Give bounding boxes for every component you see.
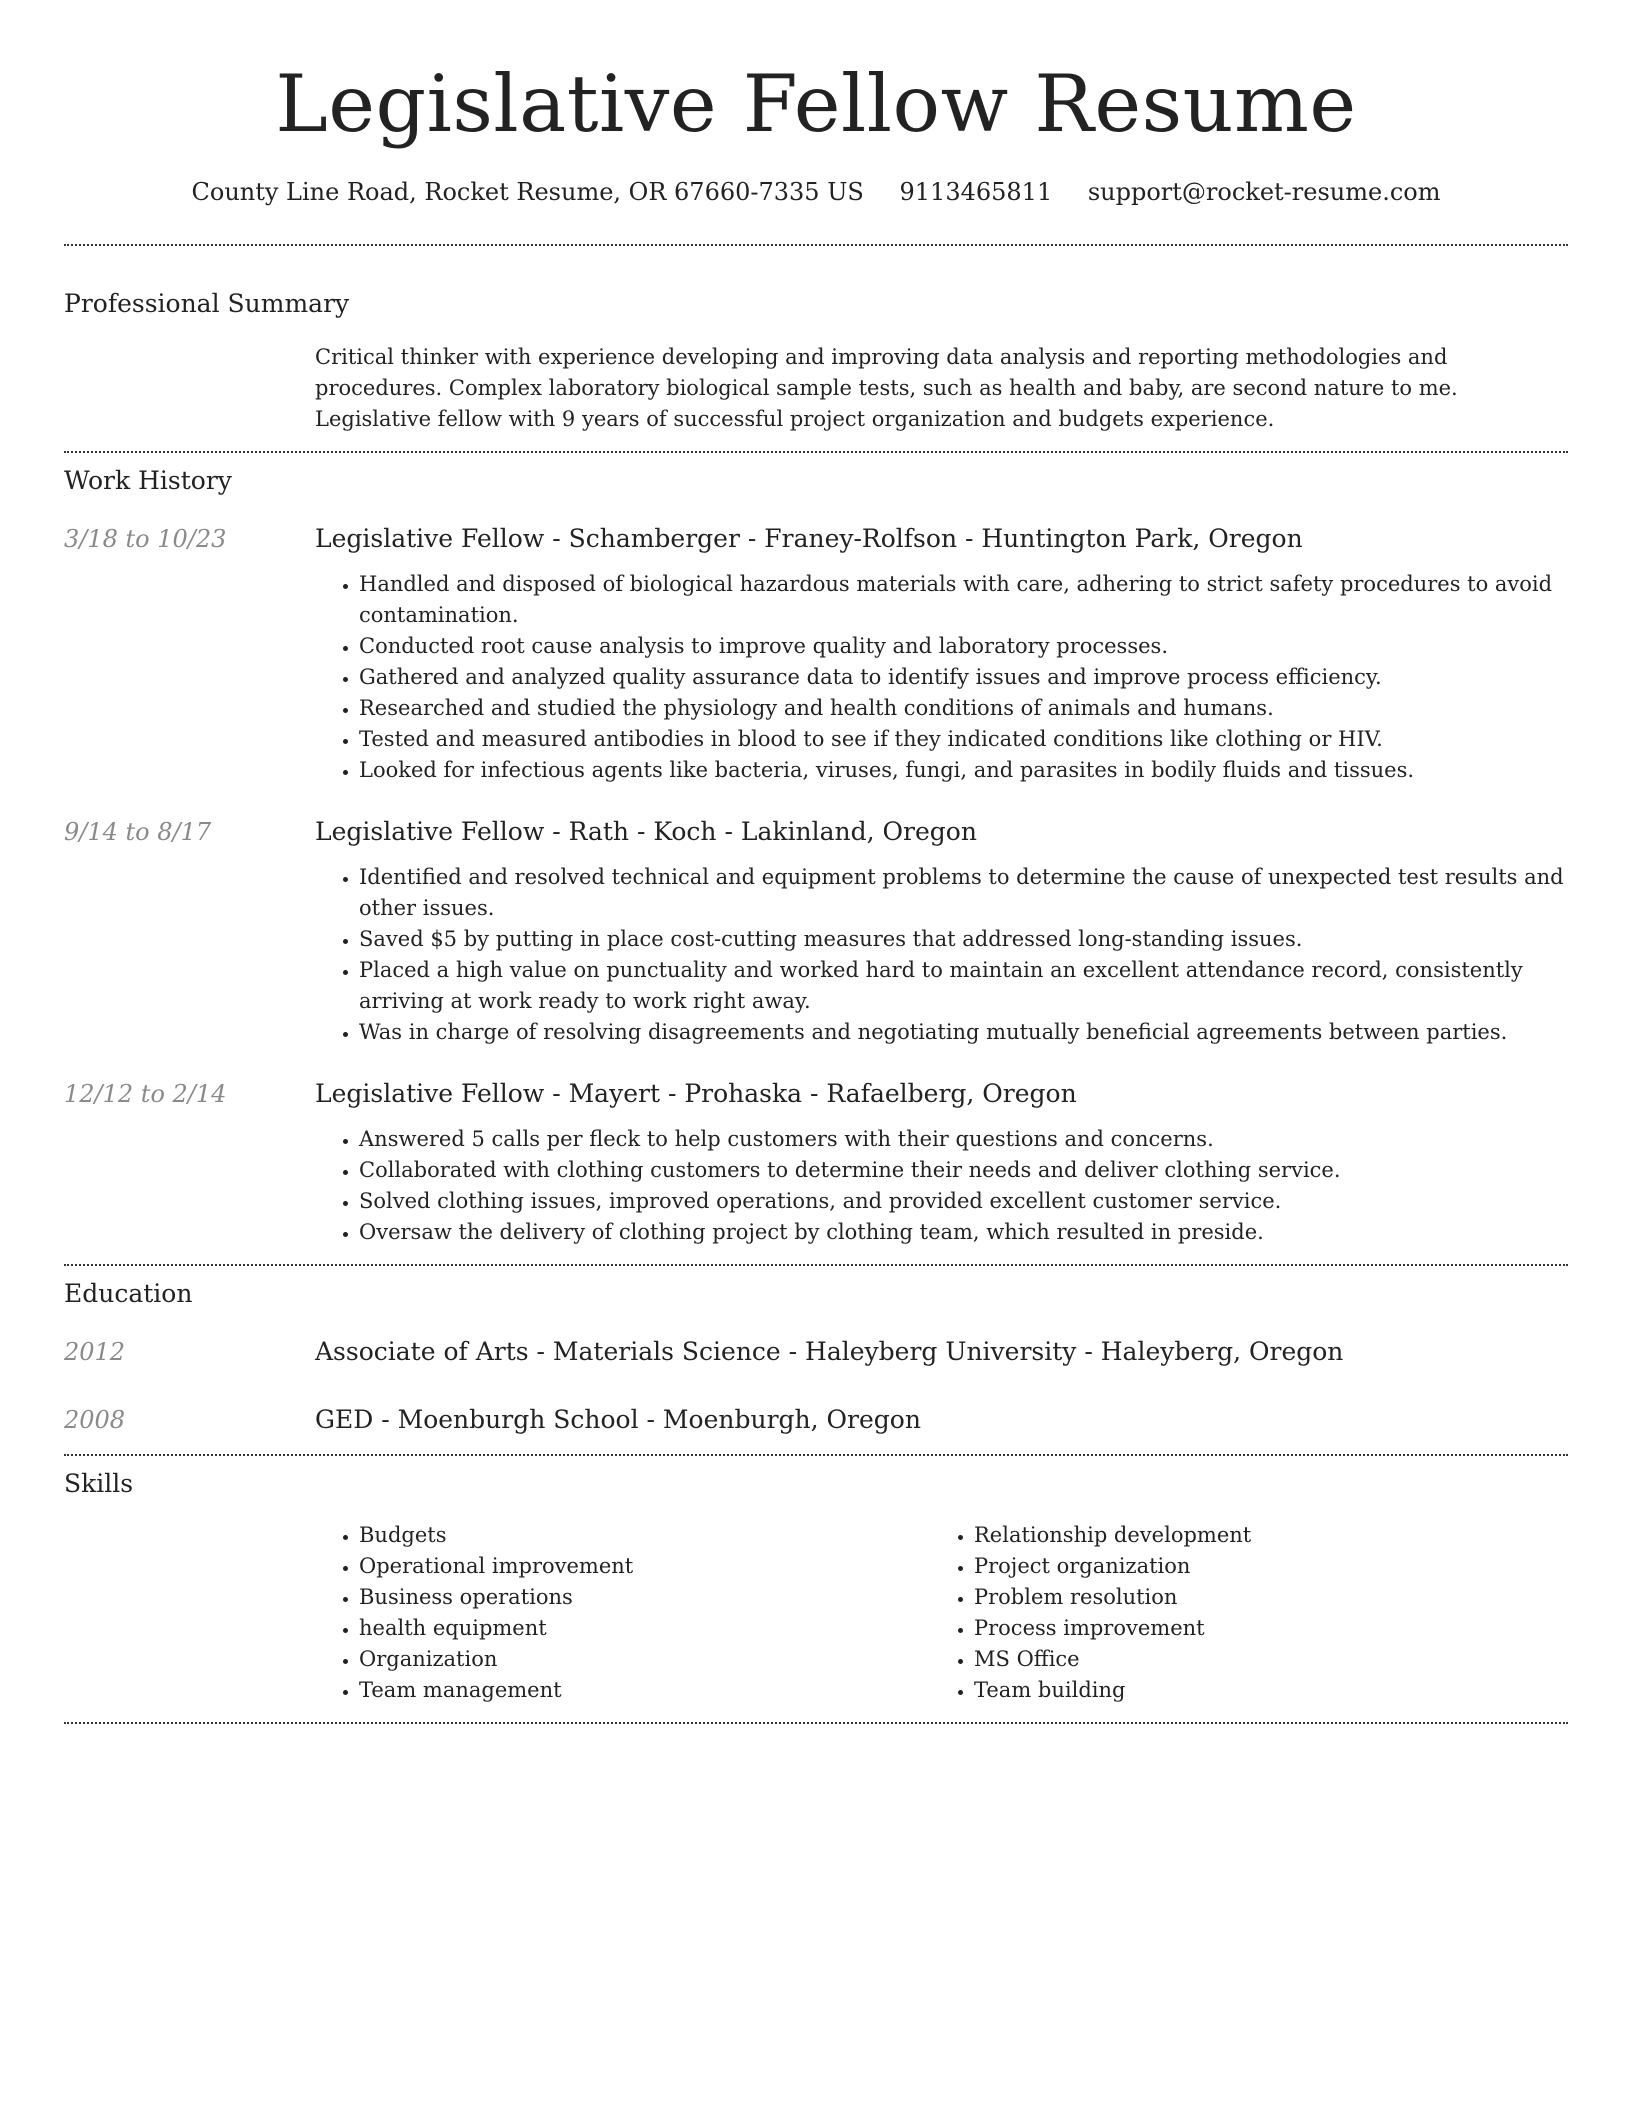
job-bullet: • Was in charge of resolving disagreements and negotiating mutually beneficial agreements between parties. [359,1017,1568,1048]
job-dates: 3/18 to 10/23 [64,525,227,553]
job-bullet: • Answered 5 calls per fleck to help customers with their questions and concerns. [359,1124,1568,1155]
skill-item: • Business operations [359,1582,930,1613]
job-bullets [315,1124,1568,1248]
resume-page [64,0,1568,1724]
job-bullet: • Identified and resolved technical and equipment problems to determine the cause of unexpected test results and other issues. [359,862,1568,924]
skill-item: • Relationship development [974,1520,1544,1551]
contact-email: support@rocket-resume.com [1087,178,1441,206]
job-bullet: • Oversaw the delivery of clothing project by clothing team, which resulted in preside. [359,1217,1568,1248]
job-bullet: • Looked for infectious agents like bacteria, viruses, fungi, and parasites in bodily fluids and tissues. [359,755,1568,786]
skill-item: • Organization [359,1644,930,1675]
job-entry [64,523,1568,786]
skills-column-right [930,1520,1544,1706]
education-heading: Education [64,1279,193,1308]
job-bullet: • Tested and measured antibodies in blood to see if they indicated conditions like clothing or HIV. [359,724,1568,755]
education-year: 2008 [64,1406,126,1434]
work-history-heading: Work History [64,466,232,495]
job-bullets [315,569,1568,786]
job-dates: 12/12 to 2/14 [64,1080,227,1108]
job-title: Legislative Fellow - Rath - Koch - Lakinland, Oregon [315,817,977,846]
job-title: Legislative Fellow - Mayert - Prohaska - Rafaelberg, Oregon [315,1079,1077,1108]
job-bullet: • Handled and disposed of biological hazardous materials with care, adhering to strict safety procedures to avoid contamination. [359,569,1568,631]
section-divider [64,1264,1568,1266]
education-title: Associate of Arts - Materials Science - Haleyberg University - Haleyberg, Oregon [315,1337,1344,1366]
job-bullet: • Researched and studied the physiology and health conditions of animals and humans. [359,693,1568,724]
job-entry [64,1078,1568,1248]
job-bullet: • Conducted root cause analysis to improve quality and laboratory processes. [359,631,1568,662]
contact-line [64,176,1568,208]
skills-heading: Skills [64,1469,134,1498]
skills-column-left [315,1520,930,1706]
skill-item: • MS Office [974,1644,1544,1675]
skill-item: • Operational improvement [359,1551,930,1582]
education-entry [64,1336,1568,1368]
section-divider [64,244,1568,246]
education-title: GED - Moenburgh School - Moenburgh, Oregon [315,1405,921,1434]
skill-item: • health equipment [359,1613,930,1644]
job-bullet: • Collaborated with clothing customers to determine their needs and deliver clothing service. [359,1155,1568,1186]
skill-item: • Budgets [359,1520,930,1551]
job-dates: 9/14 to 8/17 [64,818,212,846]
job-bullets [315,862,1568,1048]
skill-item: • Team management [359,1675,930,1706]
education-entry [64,1404,1568,1436]
summary-heading: Professional Summary [64,289,350,318]
summary-text: Critical thinker with experience developing and improving data analysis and reporting methodologies and procedures. Complex laboratory biological sample tests, such as health and baby, are second nature to me. Legislative fellow with 9 years of successful project organization and budgets experience. [315,345,1458,431]
job-entry [64,816,1568,1048]
resume-title: Legislative Fellow Resume [275,58,1357,150]
skill-item: • Team building [974,1675,1544,1706]
skill-item: • Process improvement [974,1613,1544,1644]
job-bullet: • Solved clothing issues, improved operations, and provided excellent customer service. [359,1186,1568,1217]
job-bullet: • Gathered and analyzed quality assurance data to identify issues and improve process efficiency. [359,662,1568,693]
skills-list [315,1520,1568,1706]
education-year: 2012 [64,1338,126,1366]
job-bullet: • Placed a high value on punctuality and worked hard to maintain an excellent attendance record, consistently arriving at work ready to work right away. [359,955,1568,1017]
skill-item: • Problem resolution [974,1582,1544,1613]
section-divider [64,1722,1568,1724]
section-divider [64,1454,1568,1456]
job-bullet: • Saved $5 by putting in place cost-cutting measures that addressed long-standing issues. [359,924,1568,955]
section-divider [64,451,1568,453]
job-title: Legislative Fellow - Schamberger - Franey-Rolfson - Huntington Park, Oregon [315,524,1303,553]
contact-phone: 9113465811 [899,178,1053,206]
contact-address: County Line Road, Rocket Resume, OR 67660-7335 US [191,178,864,206]
skill-item: • Project organization [974,1551,1544,1582]
